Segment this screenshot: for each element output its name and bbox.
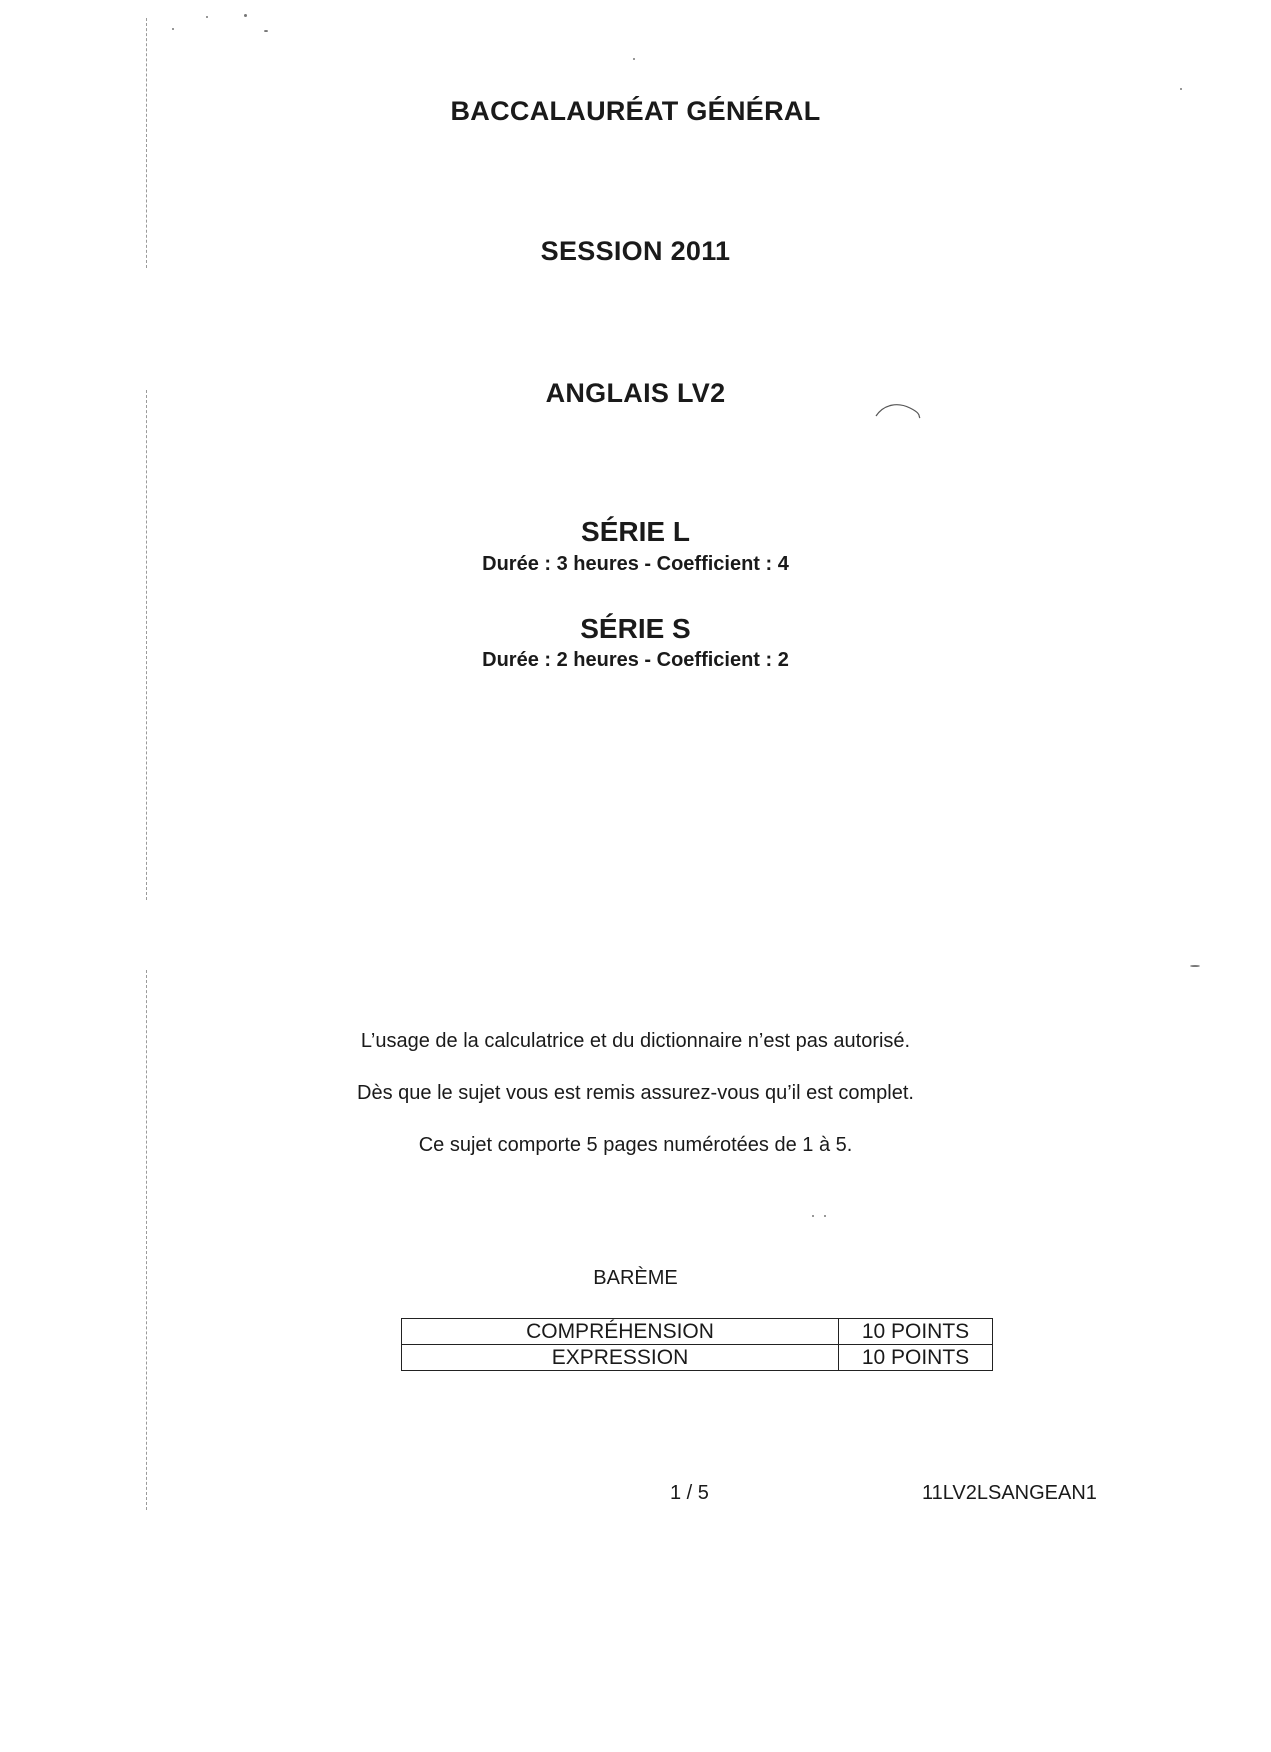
scan-speck (1180, 88, 1182, 90)
scan-speck (206, 16, 208, 18)
document-code: 11LV2LSANGEAN1 (922, 1482, 1097, 1504)
bareme-points: 10 POINTS (839, 1319, 993, 1345)
page-number: 1 / 5 (670, 1482, 709, 1504)
series-s-details: Durée : 2 heures - Coefficient : 2 (482, 649, 789, 671)
table-row (402, 1319, 993, 1345)
scan-speck (633, 58, 635, 60)
table-row (402, 1345, 993, 1371)
instruction-check-complete: Dès que le sujet vous est remis assurez-vous qu’il est complet. (357, 1082, 914, 1104)
scan-edge-line (146, 390, 147, 900)
scan-speck (244, 14, 247, 17)
session-title: SESSION 2011 (540, 236, 731, 266)
series-l-name: SÉRIE L (581, 516, 690, 547)
exam-title: BACCALAURÉAT GÉNÉRAL (450, 96, 821, 126)
bareme-table (401, 1318, 993, 1371)
scan-speck (172, 28, 174, 30)
subject-title: ANGLAIS LV2 (545, 378, 726, 408)
series-s-name: SÉRIE S (580, 613, 691, 644)
bareme-points: 10 POINTS (839, 1345, 993, 1371)
bareme-category: COMPRÉHENSION (402, 1319, 839, 1345)
scan-speck (812, 1215, 814, 1217)
scan-edge-line (146, 18, 147, 268)
bareme-title: BARÈME (593, 1267, 678, 1289)
instruction-calculator: L’usage de la calculatrice et du dictionnaire n’est pas autorisé. (360, 1030, 911, 1052)
series-l-details: Durée : 3 heures - Coefficient : 4 (482, 553, 789, 575)
bareme-category: EXPRESSION (402, 1345, 839, 1371)
instruction-page-count: Ce sujet comporte 5 pages numérotées de 1 à 5. (418, 1134, 853, 1156)
scan-speck (1190, 965, 1200, 967)
scan-speck (824, 1215, 826, 1217)
scan-speck (264, 30, 268, 32)
